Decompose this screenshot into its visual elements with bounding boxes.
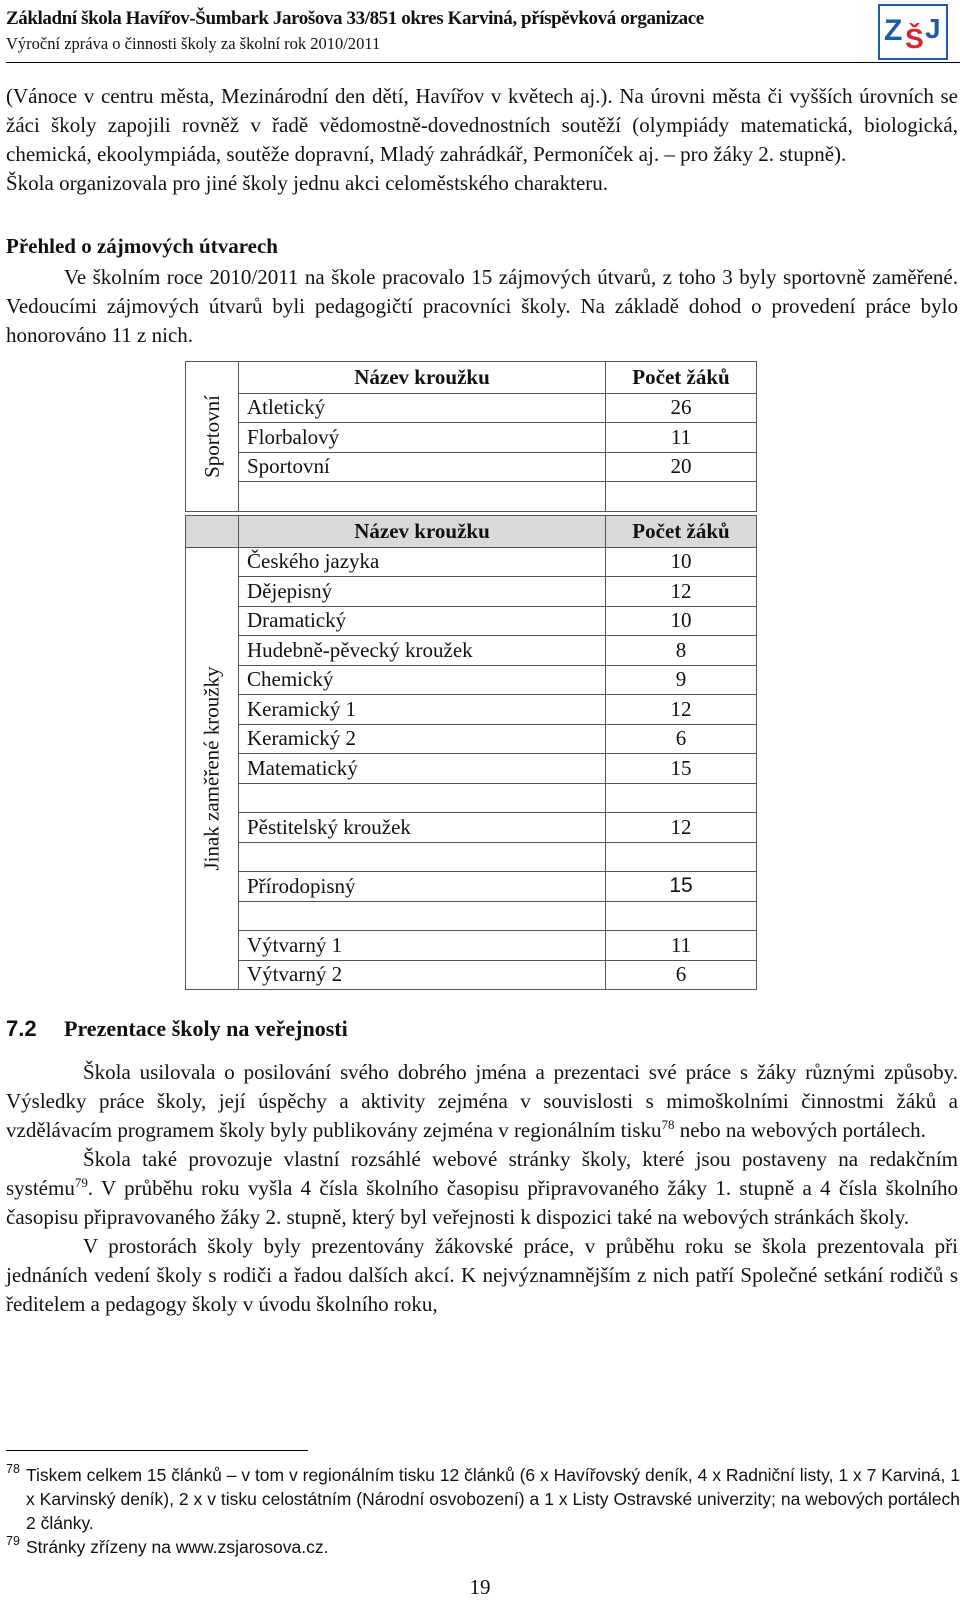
table-row xyxy=(186,482,757,512)
table-row xyxy=(186,636,757,666)
table-row xyxy=(186,872,757,902)
club-name: Keramický 1 xyxy=(239,695,606,725)
paragraph-web-text-end: . V průběhu roku vyšla 4 čísla školního časopisu připravovaného žáky 1. stupně a 4 čísla školního časopisu připravovaného žáky 2. stupně, který byl veřejnosti k dispozici také na webových stránkách školy. xyxy=(6,1176,958,1229)
club-count: 26 xyxy=(606,393,757,423)
table-row xyxy=(186,423,757,453)
club-count: 8 xyxy=(606,636,757,666)
table-header-row xyxy=(186,362,757,394)
col-header-count: Počet žáků xyxy=(606,516,757,548)
club-count: 10 xyxy=(606,606,757,636)
table-row xyxy=(186,452,757,482)
club-name: Atletický xyxy=(239,393,606,423)
footnote-text: Stránky zřízeny na www.zsjarosova.cz. xyxy=(26,1537,329,1557)
table-row xyxy=(186,695,757,725)
table-row xyxy=(186,577,757,607)
paragraph-events: V prostorách školy byly prezentovány žákovské práce, v průběhu roku se škola prezentovala při jednáních vedení školy s rodiči a řadou dalších akcí. K nejvýznamnějším z nich patří Společné setkání rodičů s ředitelem a pedagogy školy v úvodu školního roku, xyxy=(6,1234,958,1316)
club-count: 6 xyxy=(606,724,757,754)
club-count: 15 xyxy=(606,754,757,784)
header-rule xyxy=(6,62,960,63)
club-count: 12 xyxy=(606,695,757,725)
footnote-ref[interactable]: 79 xyxy=(74,1175,88,1190)
table-row xyxy=(186,783,757,813)
club-name: Dějepisný xyxy=(239,577,606,607)
table-header-row xyxy=(186,516,757,548)
table-row xyxy=(186,931,757,961)
club-count: 6 xyxy=(606,960,757,990)
group-label-sport: Sportovní xyxy=(199,394,224,478)
footnote-78 xyxy=(6,1463,960,1535)
report-title-header: Výroční zpráva o činnosti školy za školní rok 2010/2011 xyxy=(6,34,381,53)
table-row xyxy=(186,960,757,990)
intro-paragraph xyxy=(6,82,958,198)
table-row xyxy=(186,547,757,577)
table-row xyxy=(186,754,757,784)
club-count xyxy=(606,783,757,813)
club-name: Chemický xyxy=(239,665,606,695)
club-name: Dramatický xyxy=(239,606,606,636)
table-row xyxy=(186,842,757,872)
paragraph-web xyxy=(6,1145,958,1232)
club-name: Pěstitelský kroužek xyxy=(239,813,606,843)
footnote-mark: 79 xyxy=(6,1534,20,1548)
section-title: Prezentace školy na veřejnosti xyxy=(64,1016,348,1041)
group-label-cell xyxy=(186,547,239,990)
club-count: 11 xyxy=(606,931,757,961)
club-count: 15 xyxy=(606,872,757,902)
club-name xyxy=(239,482,606,512)
intro-text: (Vánoce v centru města, Mezinárodní den dětí, Havířov v květech aj.). Na úrovni města či vyšších úrovních se žáci školy zapojili rovněž v řadě vědomostně-dovednostních soutěží (olympiády matematická, biologická, chemická, ekoolympiáda, soutěže dopravní, Mladý zahrádkář, Permoníček aj. – pro žáky 2. stupně). xyxy=(6,84,958,166)
svg-text:J: J xyxy=(925,13,941,44)
clubs-heading: Přehled o zájmových útvarech xyxy=(6,234,278,258)
intro-text-line2: Škola organizovala pro jiné školy jednu akci celoměstského charakteru. xyxy=(6,171,609,195)
svg-text:Z: Z xyxy=(884,14,903,47)
club-count xyxy=(606,482,757,512)
col-header-name: Název kroužku xyxy=(239,362,606,394)
club-name xyxy=(239,783,606,813)
club-count xyxy=(606,901,757,931)
table-row xyxy=(186,901,757,931)
presentation-body xyxy=(6,1058,958,1319)
sport-clubs-table xyxy=(185,361,757,512)
footnote-mark: 78 xyxy=(6,1462,20,1476)
club-name: Hudebně-pěvecký kroužek xyxy=(239,636,606,666)
club-name: Výtvarný 2 xyxy=(239,960,606,990)
club-count: 11 xyxy=(606,423,757,453)
club-name: Sportovní xyxy=(239,452,606,482)
club-name xyxy=(239,901,606,931)
other-clubs-table xyxy=(185,515,757,990)
table-row xyxy=(186,606,757,636)
club-count: 12 xyxy=(606,813,757,843)
club-name: Přírodopisný xyxy=(239,872,606,902)
club-name: Výtvarný 1 xyxy=(239,931,606,961)
table-row xyxy=(186,813,757,843)
header-spacer-cell xyxy=(186,516,239,548)
section-heading xyxy=(6,1016,348,1042)
group-label-other: Jinak zaměřené kroužky xyxy=(199,666,224,871)
paragraph-press xyxy=(6,1058,958,1145)
page-number: 19 xyxy=(469,1575,491,1599)
col-header-name: Název kroužku xyxy=(239,516,606,548)
footnote-text: Tiskem celkem 15 článků – v tom v regionálním tisku 12 článků (6 x Havířovský deník, 4 x Radniční listy, 1 x 7 Karviná, 1 x Karvinský deník), 2 x v tisku celostátním (Národní osvobození) a 1 x Listy Ostravské univerzity; na webových portálech 2 články. xyxy=(26,1465,960,1533)
paragraph-press-text-end: nebo na webových portálech. xyxy=(674,1118,926,1142)
club-count: 9 xyxy=(606,665,757,695)
club-count xyxy=(606,842,757,872)
school-name-header: Základní škola Havířov-Šumbark Jarošova 33/851 okres Karviná, příspěvková organizace xyxy=(6,8,704,29)
footnote-79 xyxy=(6,1535,960,1559)
club-count: 10 xyxy=(606,547,757,577)
club-name: Keramický 2 xyxy=(239,724,606,754)
footnote-rule xyxy=(6,1450,308,1451)
club-name: Florbalový xyxy=(239,423,606,453)
svg-text:Š: Š xyxy=(905,23,924,54)
club-name: Matematický xyxy=(239,754,606,784)
paragraph-web-text: Škola také provozuje vlastní rozsáhlé webové stránky školy, které jsou postaveny na redakčním systému xyxy=(6,1147,958,1200)
section-number: 7.2 xyxy=(6,1016,37,1041)
table-row xyxy=(186,393,757,423)
club-count: 12 xyxy=(606,577,757,607)
school-logo xyxy=(878,4,948,60)
club-name: Českého jazyka xyxy=(239,547,606,577)
col-header-count: Počet žáků xyxy=(606,362,757,394)
group-label-cell xyxy=(186,362,239,512)
paragraph-press-text: Škola usilovala o posilování svého dobrého jména a prezentaci své práce s žáky různými způsoby. Výsledky práce školy, její úspěchy a aktivity zejména v souvislosti s mimoškolními činnostmi žáků a vzdělávacím programem školy byly publikovány zejména v regionálním tisku xyxy=(6,1060,958,1142)
table-row xyxy=(186,665,757,695)
club-name xyxy=(239,842,606,872)
club-count: 20 xyxy=(606,452,757,482)
table-row xyxy=(186,724,757,754)
clubs-paragraph: Ve školním roce 2010/2011 na škole pracovalo 15 zájmových útvarů, z toho 3 byly sportovně zaměřené. Vedoucími zájmových útvarů byli pedagogičtí pracovníci školy. Na základě dohod o provedení práce bylo honorováno 11 z nich. xyxy=(6,265,958,347)
footnote-ref[interactable]: 78 xyxy=(661,1117,675,1132)
